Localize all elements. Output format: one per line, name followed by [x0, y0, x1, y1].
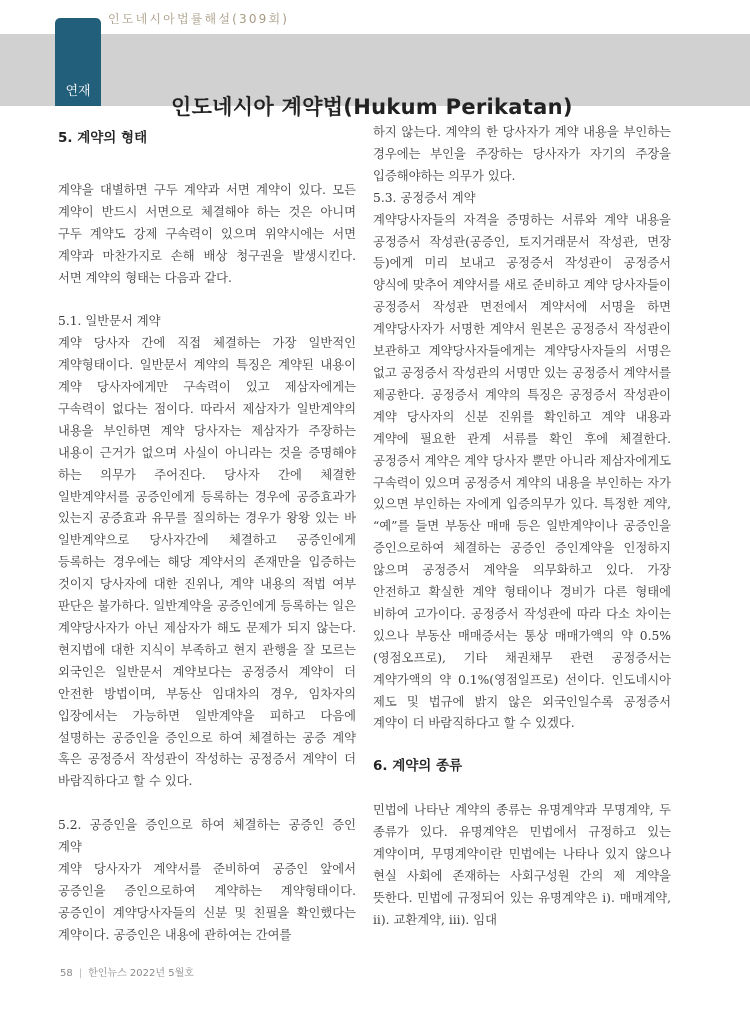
footer-divider: | [78, 968, 83, 979]
subsection-heading-5-2: 5.2. 공증인을 증인으로 하여 체결하는 공증인 증인 계약 [58, 818, 356, 855]
article-title: 인도네시아 계약법(Hukum Perikatan) [171, 95, 573, 119]
section-heading-5: 5. 계약의 형태 [58, 130, 148, 146]
page-number: 58 [60, 968, 73, 979]
series-header [0, 0, 750, 34]
article-header [0, 34, 750, 119]
section-heading-6: 6. 계약의 종류 [373, 758, 463, 775]
subsection-heading-5-3: 5.3. 공정증서 계약 [373, 190, 476, 205]
paragraph-5-3: 계약당사자들의 자격을 증명하는 서류와 계약 내용을 공정증서 작성관(공증인, 토지거래문서 작성관, 면장 등)에게 미리 보내고 공정증서 작성관이 공정증서 양식에 맞추어 계약서를 새로 준비하고 계약 당사자들이 공정증서 작성관 면전에서 계약서에 서명을 하면 계약당사자가 서명한 계약서 원본은 공정증서 작성관이 보관하고 계약당사자들에게는 계약당사자들의 서명은 없고 공정증서 작성관의 서명만 있는 공정증서 계약서를 제공한다. 공정증서 계약의 특징은 공정증서 작성관이 계약 당사자의 신분 진위를 확인하고 계약 내용과 계약에 필요한 관계 서류를 확인 후에 체결한다. 공정증서 계약은 계약 당사자 뿐만 아니라 제삼자에게도 구속력이 있으며 공정증서 계약의 내용을 부인하는 자가 있으면 부인하는 자에게 입증의무가 있다. 특정한 계약, “예”를 들면 부동산 매매 등은 일반계약이나 공증인을 증인으로하여 체결하는 공증인 증인계약을 인정하지 않으며 공정증서 계약을 의무화하고 있다. 가장 안전하고 확실한 계약 형태이나 경비가 다른 형태에 비하여 고가이다. 공정증서 작성관에 따라 다소 차이는 있으나 부동산 매매증서는 통상 매매가액의 약 0.5%(영점오프로), 기타 채권채무 관련 공정증서는 계약가액의 약 0.1%(영점일프로) 선이다. 인도네시아 제도 및 법규에 밝지 않은 외국인일수록 공정증서 계약이 더 바람직하다고 할 수 있겠다. [373, 212, 671, 731]
paragraph-5-2-continued: 하지 않는다. 계약의 한 당사자가 계약 내용을 부인하는 경우에는 부인을 주장하는 당사자가 자기의 주장을 입증해야하는 의무가 있다. [373, 125, 671, 183]
serial-tag-label: 연재 [65, 84, 91, 99]
paragraph-5: 계약을 대별하면 구두 계약과 서면 계약이 있다. 모든 계약이 반드시 서면으로 체결해야 하는 것은 아니며 구두 계약도 강제 구속력이 있으며 위약시에는 서면 계약과 마찬가지로 손해 배상 청구권을 발생시킨다. 서면 계약의 형태는 다음과 같다. [58, 182, 356, 285]
subsection-heading-5-1: 5.1. 일반문서 계약 [58, 314, 161, 329]
publication-name: 한인뉴스 2022년 5월호 [88, 968, 194, 979]
paragraph-6: 민법에 나타난 계약의 종류는 유명계약과 무명계약, 두 종류가 있다. 유명계약은 민법에서 규정하고 있는 계약이며, 무명계약이란 민법에는 나타나 있지 않으나 현실 사회에 존재하는 사회구성원 간의 제 계약을 뜻한다. 민법에 규정되어 있는 유명계약은 i). 매매계약, ii). 교환계약, iii). 임대 [373, 803, 671, 927]
paragraph-5-1: 계약 당사자 간에 직접 체결하는 가장 일반적인 계약형태이다. 일반문서 계약의 특징은 계약된 내용이 계약 당사자에게만 구속력이 있고 제삼자에게는 구속력이 없다는 점이다. 따라서 제삼자가 일반계약의 내용을 부인하면 계약 당사자는 제삼자가 주장하는 내용이 근거가 없으며 사실이 아니라는 것을 증명해야 하는 의무가 주어진다. 당사자 간에 체결한 일반계약서를 공증인에게 등록하는 경우에 공증효과가 있는지 공증효과 유무를 질의하는 경우가 왕왕 있는 바 일반계약으로 당사자간에 체결하고 공증인에게 등록하는 경우에는 해당 계약서의 존재만을 입증하는 것이지 당사자에 대한 진위나, 계약 내용의 적법 여부 판단은 불가하다. 일반계약을 공증인에게 등록하는 일은 계약당사자가 아닌 제삼자가 해도 문제가 되지 않는다. 현지법에 대한 지식이 부족하고 현지 관행을 잘 모르는 외국인은 일반문서 계약보다는 공정증서 계약이 더 안전한 방법이며, 부동산 임대차의 경우, 임차자의 입장에서는 가능하면 일반계약을 피하고 다음에 설명하는 공증인을 증인으로 하여 체결하는 공증 계약 혹은 공정증서 작성관이 작성하는 공정증서 계약이 더 바람직하다고 할 수 있다. [58, 336, 356, 789]
paragraph-5-2: 계약 당사자가 계약서를 준비하여 공증인 앞에서 공증인을 증인으로하여 계약하는 계약형태이다. 공증인이 계약당사자들의 신분 및 친필을 확인했다는 계약이다. 공증인은 내용에 관하여는 간여를 [58, 861, 356, 942]
left-column [58, 122, 356, 947]
series-title: 인도네시아법률해설(309회) [108, 12, 290, 26]
right-column [373, 122, 671, 932]
page-footer [60, 964, 194, 979]
serial-tag [55, 18, 101, 106]
